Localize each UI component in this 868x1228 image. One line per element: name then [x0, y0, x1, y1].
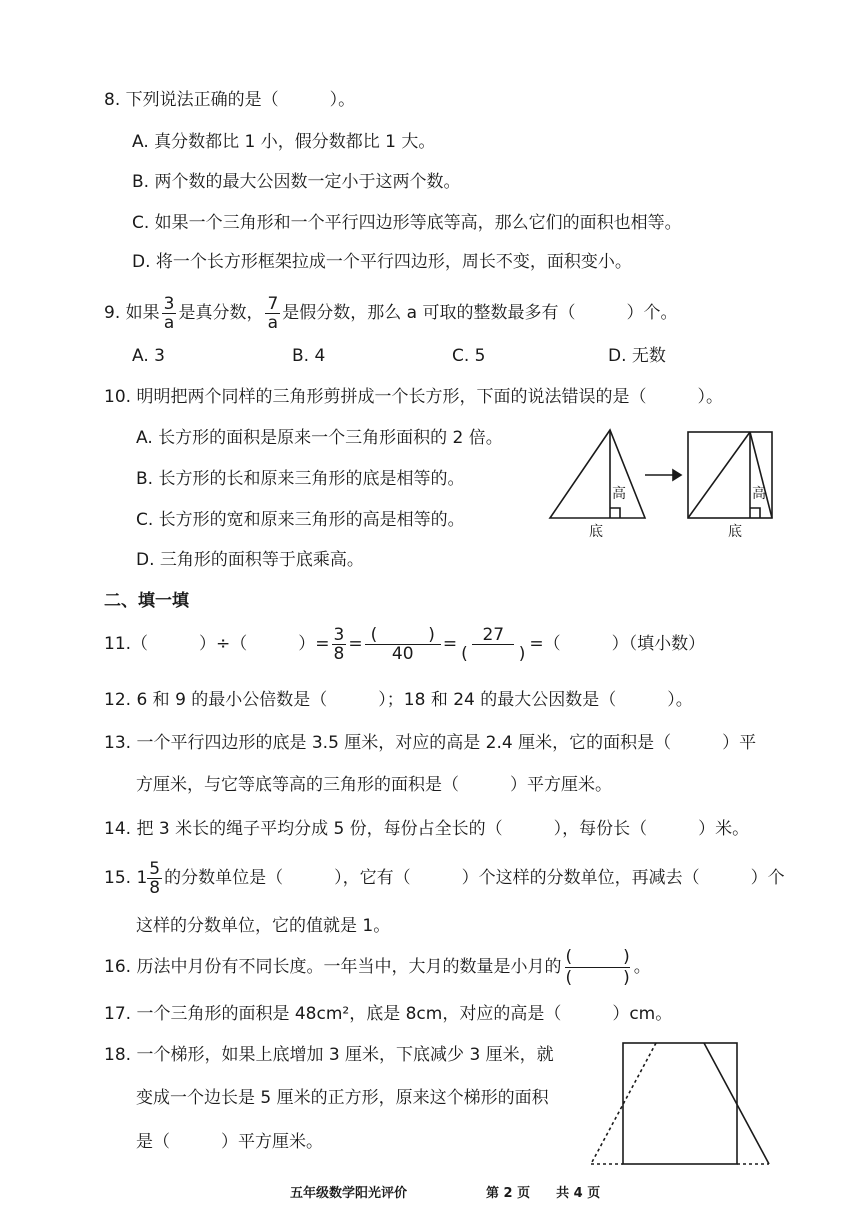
q16-fraction-den: ( ) [565, 967, 630, 988]
q9-fraction-2-den: a [267, 312, 279, 333]
q11-prefix: 11.（ ）÷（ ）= [104, 634, 330, 654]
q10-option-b: B. 长方形的长和原来三角形的底是相等的。 [136, 469, 465, 489]
q8-option-a: A. 真分数都比 1 小，假分数都比 1 大。 [132, 132, 436, 152]
q16-suffix: 。 [633, 957, 651, 977]
q11-fraction-3-num: 27 [472, 626, 514, 645]
q15-line-2: 这样的分数单位，它的值就是 1。 [136, 916, 391, 936]
q10-option-a: A. 长方形的面积是原来一个三角形面积的 2 倍。 [136, 428, 503, 448]
q8-stem: 8. 下列说法正确的是（ ）。 [104, 90, 356, 110]
q10-figure [545, 425, 775, 545]
q9-option-d: D. 无数 [608, 346, 666, 366]
q11-fraction-2-den: 40 [391, 643, 414, 664]
section-2-heading: 二、填一填 [104, 591, 189, 611]
q15-fraction [147, 860, 162, 897]
q9-option-a: A. 3 [132, 346, 165, 366]
q8-option-d: D. 将一个长方形框架拉成一个平行四边形，周长不变，面积变小。 [132, 252, 632, 272]
q18-square [623, 1043, 737, 1164]
q10-stem: 10. 明明把两个同样的三角形剪拼成一个长方形，下面的说法错误的是（ ）。 [104, 387, 723, 407]
q11-fraction-2-num: ( ) [365, 626, 441, 645]
q9-option-b: B. 4 [292, 346, 326, 366]
q9-option-c: C. 5 [452, 346, 486, 366]
q13-line-1: 13. 一个平行四边形的底是 3.5 厘米，对应的高是 2.4 厘米，它的面积是（ ）平 [104, 733, 757, 753]
q18-trapezoid [591, 1043, 769, 1164]
q11-fraction-1-num: 3 [333, 624, 345, 645]
q9-suffix: 是假分数，那么 a 可取的整数最多有（ ）个。 [282, 303, 678, 323]
q10-rectangle [688, 432, 772, 518]
q9-fraction-1 [162, 295, 177, 332]
footer-title: 五年级数学阳光评价 [290, 1186, 408, 1201]
q16 [104, 942, 651, 992]
q15-fraction-den: 8 [149, 877, 161, 898]
q9-fraction-2-num: 7 [267, 293, 279, 314]
q15-line-1 [104, 855, 785, 901]
q16-fraction-num: ( ) [565, 946, 630, 967]
q11-equals-1: = [348, 634, 363, 654]
q10-option-d: D. 三角形的面积等于底乘高。 [136, 550, 364, 570]
q9-middle: 是真分数， [178, 303, 264, 323]
q10-triangle [550, 430, 645, 518]
q11-fraction-1 [332, 626, 347, 663]
q11-suffix: =（ ）（填小数） [529, 634, 706, 654]
q18-figure [588, 1038, 773, 1168]
q18-line-2: 变成一个边长是 5 厘米的正方形，原来这个梯形的面积 [136, 1088, 549, 1108]
q8-option-c: C. 如果一个三角形和一个平行四边形等底等高，那么它们的面积也相等。 [132, 213, 682, 233]
footer-page-number: 第 2 页 共 4 页 [486, 1186, 601, 1201]
q13-line-2: 方厘米，与它等底等高的三角形的面积是（ ）平方厘米。 [136, 775, 612, 795]
q10-triangle-height-label: 高 [612, 486, 626, 502]
q9-prefix: 9. 如果 [104, 303, 160, 323]
q10-option-c: C. 长方形的宽和原来三角形的高是相等的。 [136, 510, 465, 530]
q11-fraction-2 [365, 626, 441, 663]
q11-fraction-3-den: ( ) [461, 643, 526, 664]
q15-suffix: 的分数单位是（ ），它有（ ）个这样的分数单位，再减去（ ）个 [164, 868, 785, 888]
q15-prefix: 15. 1 [104, 868, 148, 888]
q15-fraction-num: 5 [149, 858, 161, 879]
q10-triangle-base-label: 底 [589, 524, 603, 540]
q11 [104, 620, 705, 668]
q11-fraction-1-den: 8 [333, 643, 345, 664]
q10-rectangle-height-label: 高 [752, 486, 766, 502]
q11-fraction-3 [459, 626, 527, 663]
q16-prefix: 16. 历法中月份有不同长度。一年当中，大月的数量是小月的 [104, 957, 562, 977]
q9-stem [104, 290, 678, 336]
q18-line-1: 18. 一个梯形，如果上底增加 3 厘米，下底减少 3 厘米，就 [104, 1045, 554, 1065]
q10-rectangle-base-label: 底 [728, 524, 742, 540]
q9-fraction-1-den: a [163, 312, 175, 333]
q9-fraction-1-num: 3 [163, 293, 175, 314]
q11-equals-2: = [442, 634, 458, 654]
q14: 14. 把 3 米长的绳子平均分成 5 份，每份占全长的（ ），每份长（ ）米。 [104, 819, 750, 839]
q8-option-b: B. 两个数的最大公因数一定小于这两个数。 [132, 172, 461, 192]
q16-fraction [565, 947, 629, 988]
q10-arrow-icon [645, 470, 681, 480]
q18-line-3: 是（ ）平方厘米。 [136, 1132, 323, 1152]
q17: 17. 一个三角形的面积是 48cm²，底是 8cm，对应的高是（ ）cm。 [104, 1004, 673, 1024]
q9-fraction-2 [265, 295, 280, 332]
q12: 12. 6 和 9 的最小公倍数是（ ）；18 和 24 的最大公因数是（ ）。 [104, 690, 693, 710]
